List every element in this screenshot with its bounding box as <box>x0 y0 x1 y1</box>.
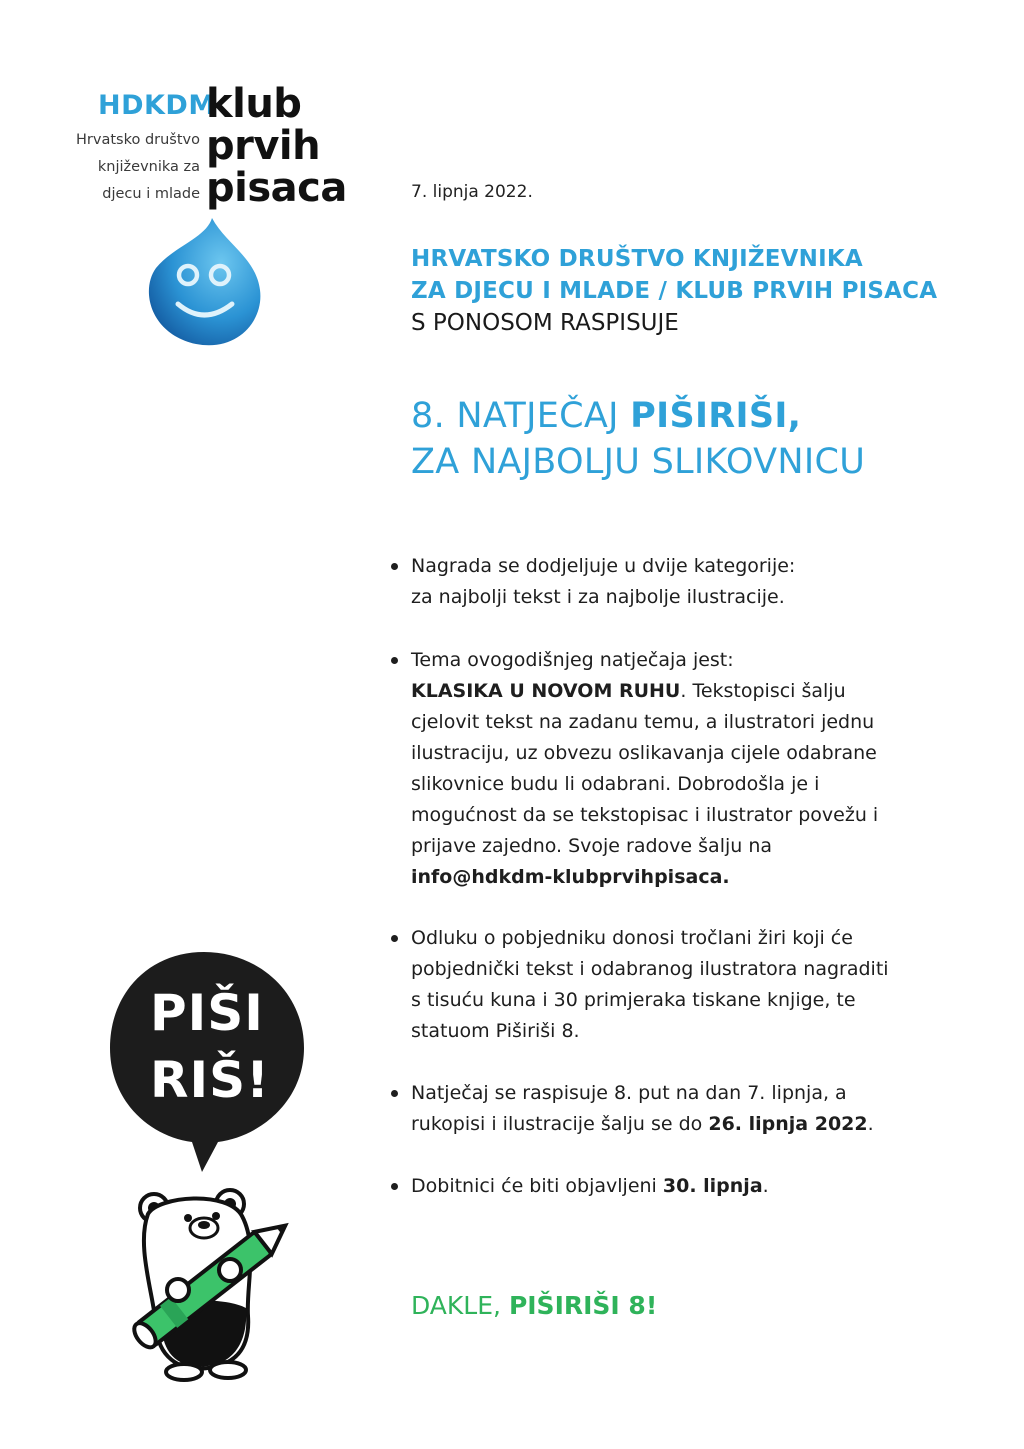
list-item <box>411 1078 921 1140</box>
list-item <box>411 1171 921 1202</box>
bullet-line: Tema ovogodišnjeg natječaja jest: <box>411 649 734 671</box>
bullet-text: . <box>762 1175 769 1197</box>
organization-name-line-2: ZA DJECU I MLADE / KLUB PRVIH PISACA <box>411 278 938 304</box>
logo-word-pisaca: pisaca <box>206 165 347 211</box>
closing-slogan <box>411 1291 657 1320</box>
bullet-text: . <box>867 1113 874 1135</box>
theme-name: KLASIKA U NOVOM RUHU <box>411 680 681 702</box>
bullet-line: mogućnost da se tekstopisac i ilustrator povežu i <box>411 804 879 826</box>
bullet-text: rukopisi i ilustracije šalju se do <box>411 1113 709 1135</box>
organization-name-line-1: HRVATSKO DRUŠTVO KNJIŽEVNIKA <box>411 246 863 272</box>
announcement-line: S PONOSOM RASPISUJE <box>411 310 679 336</box>
document-date: 7. lipnja 2022. <box>411 182 533 202</box>
logo-subtitle-line: djecu i mlade <box>102 186 200 202</box>
contact-email: info@hdkdm-klubprvihpisaca. <box>411 866 730 888</box>
logo-acronym: HDKDM <box>98 90 216 121</box>
bullet-line: s tisuću kuna i 30 primjeraka tiskane knjige, te <box>411 989 856 1011</box>
logo-subtitle-line: Hrvatsko društvo <box>76 132 200 148</box>
bullet-line: za najbolji tekst i za najbolje ilustracije. <box>411 586 785 608</box>
logo-word-prvih: prvih <box>206 123 321 169</box>
logo-word-klub: klub <box>206 81 302 127</box>
bullet-line <box>411 1109 921 1140</box>
closing-bold: PIŠIRIŠI 8! <box>508 1291 658 1320</box>
bear-holding-pencil-icon <box>118 1186 308 1386</box>
bullet-line: ilustraciju, uz obvezu oslikavanja cijele odabrane <box>411 742 877 764</box>
list-item <box>411 551 921 613</box>
contest-title-line-2: ZA NAJBOLJU SLIKOVNICU <box>411 442 866 482</box>
bullet-text: . Tekstopisci šalju <box>680 680 846 702</box>
bullet-line <box>411 862 921 893</box>
bubble-text-line-2: RIŠ! <box>150 1051 270 1109</box>
logo-subtitle-line: književnika za <box>97 159 200 175</box>
announcement-date: 30. lipnja <box>662 1175 763 1197</box>
bullet-line: cjelovit tekst na zadanu temu, a ilustratori jednu <box>411 711 875 733</box>
bullet-line: statuom Piširiši 8. <box>411 1020 580 1042</box>
closing-prefix: DAKLE, <box>411 1291 509 1320</box>
title-contest-name: PIŠIRIŠI, <box>630 396 802 436</box>
bullet-line: pobjednički tekst i odabranog ilustratora nagraditi <box>411 958 889 980</box>
smiling-water-drop-icon <box>146 216 264 348</box>
list-item <box>411 923 921 1047</box>
bullet-line: Nagrada se dodjeljuje u dvije kategorije: <box>411 555 796 577</box>
bullet-line <box>411 1171 921 1202</box>
bullet-line: prijave zajedno. Svoje radove šalju na <box>411 835 773 857</box>
contest-title-line-1 <box>411 396 801 436</box>
bullet-line: Odluku o pobjedniku donosi tročlani žiri koji će <box>411 927 853 949</box>
bubble-text-line-1: PIŠI <box>150 984 264 1042</box>
title-prefix: 8. NATJEČAJ <box>411 396 631 436</box>
bullet-line: slikovnice budu li odabrani. Dobrodošla je i <box>411 773 820 795</box>
bullet-text: Dobitnici će biti objavljeni <box>411 1175 663 1197</box>
bullet-line <box>411 676 921 707</box>
deadline-date: 26. lipnja 2022 <box>708 1113 868 1135</box>
bullet-line: Natječaj se raspisuje 8. put na dan 7. lipnja, a <box>411 1082 847 1104</box>
list-item <box>411 645 921 893</box>
